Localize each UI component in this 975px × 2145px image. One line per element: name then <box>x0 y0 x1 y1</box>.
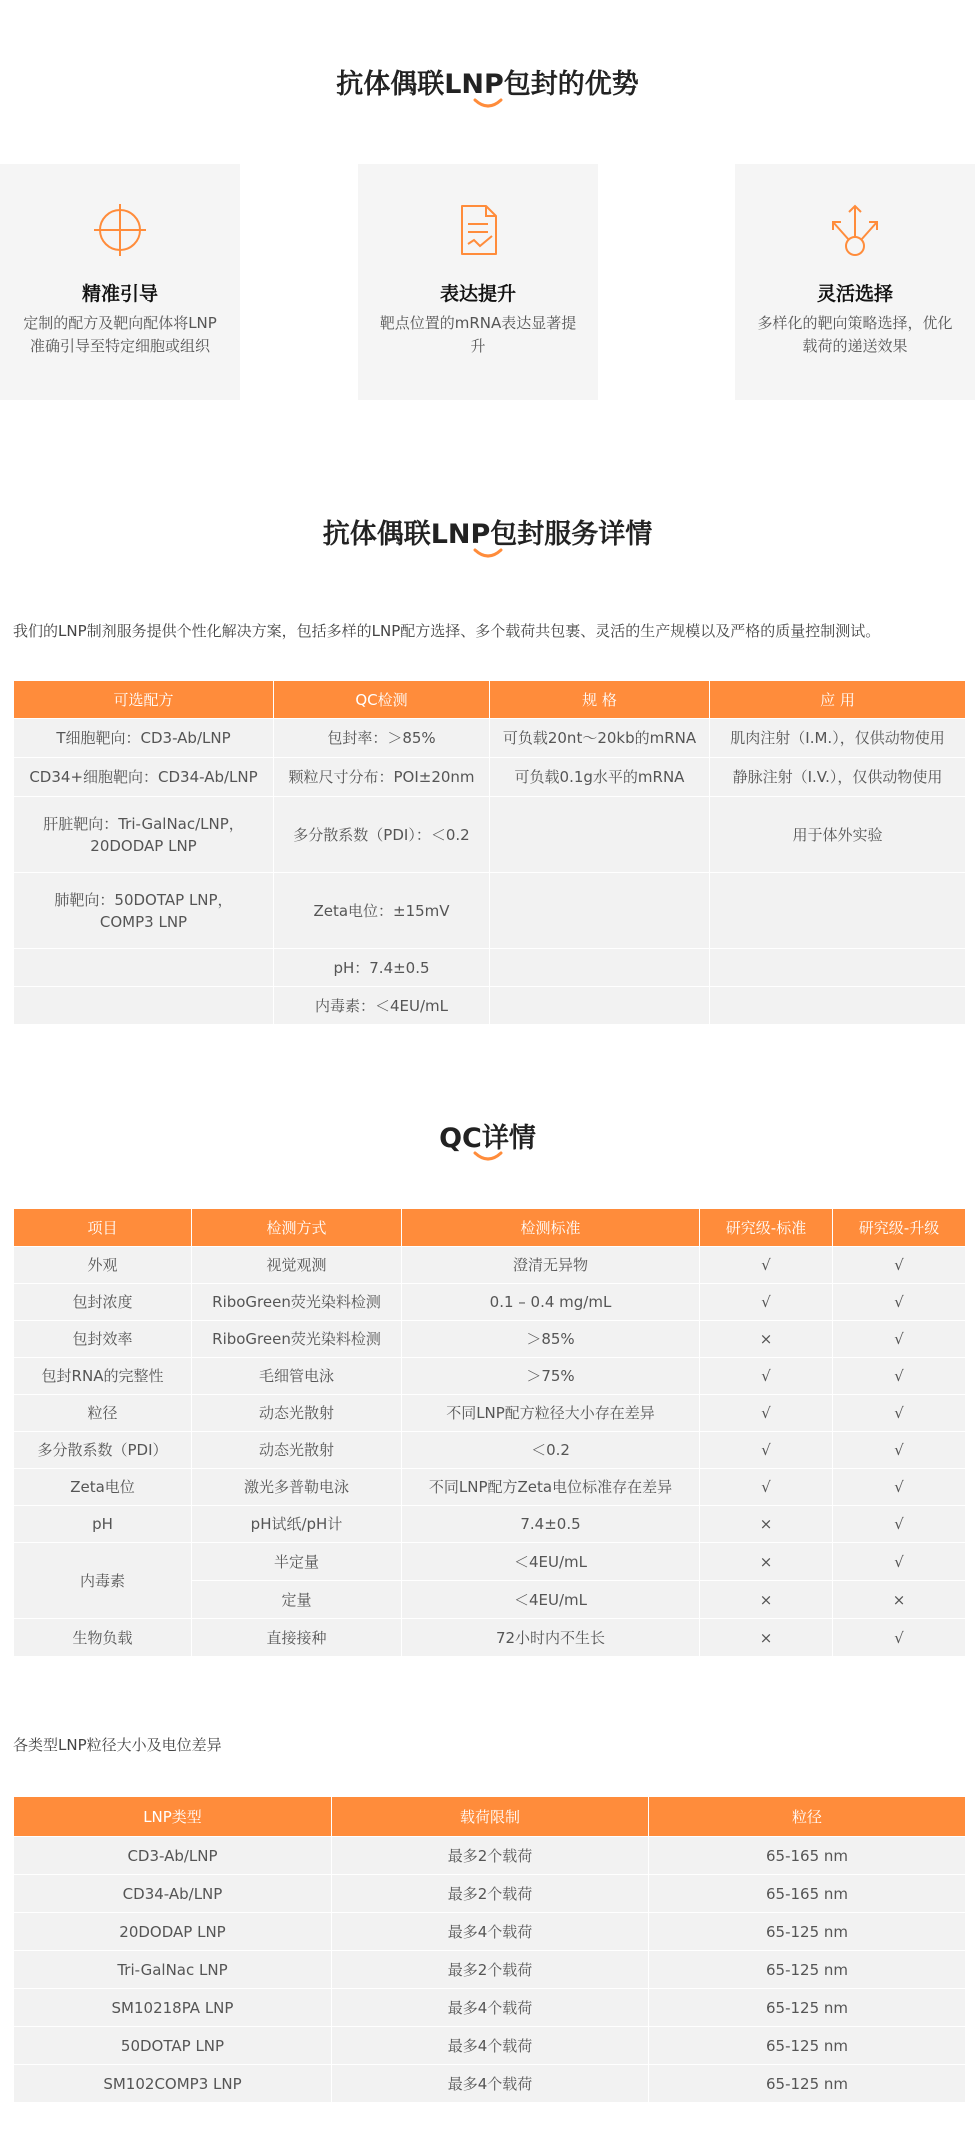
table-cell: pH <box>14 1506 192 1543</box>
table-cell: × <box>833 1581 966 1619</box>
table-row <box>14 1358 966 1395</box>
table-header: 载荷限制 <box>332 1797 649 1837</box>
table-cell: CD34+细胞靶向：CD34-Ab/LNP <box>14 758 274 797</box>
table-cell: √ <box>833 1469 966 1506</box>
lnp-table <box>13 1796 966 2103</box>
document-icon <box>448 200 508 260</box>
table-cell: pH：7.4±0.5 <box>274 949 490 987</box>
table-cell <box>490 949 710 987</box>
branch-arrows-icon <box>825 200 885 260</box>
table-cell: 内毒素 <box>14 1543 192 1619</box>
table-cell: 半定量 <box>192 1543 402 1581</box>
table-cell: 视觉观测 <box>192 1247 402 1284</box>
table-cell: √ <box>833 1284 966 1321</box>
table-cell: 定量 <box>192 1581 402 1619</box>
table-row <box>14 1875 966 1913</box>
table-cell: 50DOTAP LNP <box>14 2027 332 2065</box>
qc-title: QC详情 <box>439 1123 536 1154</box>
table-row <box>14 1543 966 1581</box>
table-row <box>14 2027 966 2065</box>
table-cell: 内毒素：＜4EU/mL <box>274 987 490 1025</box>
table-row <box>14 1837 966 1875</box>
table-cell: 最多2个载荷 <box>332 1837 649 1875</box>
table-cell: 毛细管电泳 <box>192 1358 402 1395</box>
table-cell: 动态光散射 <box>192 1432 402 1469</box>
card-desc: 多样化的靶向策略选择，优化载荷的递送效果 <box>757 314 953 355</box>
table-cell: √ <box>833 1432 966 1469</box>
table-header: 规 格 <box>490 681 710 719</box>
table-cell <box>14 949 274 987</box>
table-cell: × <box>700 1506 833 1543</box>
table-cell: √ <box>833 1395 966 1432</box>
table-cell: RiboGreen荧光染料检测 <box>192 1321 402 1358</box>
service-table <box>13 680 966 1025</box>
table-row <box>14 873 966 949</box>
table-cell: √ <box>833 1247 966 1284</box>
advantage-card-precise <box>0 164 240 400</box>
table-cell: 0.1 – 0.4 mg/mL <box>402 1284 700 1321</box>
table-header: QC检测 <box>274 681 490 719</box>
table-cell: 动态光散射 <box>192 1395 402 1432</box>
service-intro: 我们的LNP制剂服务提供个性化解决方案，包括多样的LNP配方选择、多个载荷共包裹、灵活的生产规模以及严格的质量控制测试。 <box>13 622 881 640</box>
table-cell: SM10218PA LNP <box>14 1989 332 2027</box>
table-cell: ＜4EU/mL <box>402 1543 700 1581</box>
table-cell: 最多4个载荷 <box>332 1989 649 2027</box>
table-cell: RiboGreen荧光染料检测 <box>192 1284 402 1321</box>
table-row <box>14 1989 966 2027</box>
table-cell: √ <box>833 1358 966 1395</box>
table-cell: 肝脏靶向：Tri-GalNac/LNP，20DODAP LNP <box>14 797 274 873</box>
table-cell: √ <box>700 1284 833 1321</box>
table-row <box>14 1395 966 1432</box>
table-cell: 最多2个载荷 <box>332 1875 649 1913</box>
table-cell: 激光多普勒电泳 <box>192 1469 402 1506</box>
table-cell: 65-125 nm <box>649 1951 966 1989</box>
table-cell: × <box>700 1321 833 1358</box>
table-cell: 不同LNP配方粒径大小存在差异 <box>402 1395 700 1432</box>
table-cell: √ <box>700 1395 833 1432</box>
table-row <box>14 949 966 987</box>
table-header-row <box>14 681 966 719</box>
table-cell: 可负载0.1g水平的mRNA <box>490 758 710 797</box>
table-cell: 65-165 nm <box>649 1875 966 1913</box>
table-cell: pH试纸/pH计 <box>192 1506 402 1543</box>
advantages-title: 抗体偶联LNP包封的优势 <box>336 69 639 100</box>
table-cell: 多分散系数（PDI） <box>14 1432 192 1469</box>
table-cell <box>490 797 710 873</box>
table-cell: 65-125 nm <box>649 2065 966 2103</box>
table-cell: 包封率：＞85% <box>274 719 490 758</box>
table-cell: 生物负载 <box>14 1619 192 1657</box>
table-cell: 65-125 nm <box>649 2027 966 2065</box>
table-cell: 最多4个载荷 <box>332 1913 649 1951</box>
qc-table <box>13 1208 966 1657</box>
table-cell: 直接接种 <box>192 1619 402 1657</box>
table-cell: 最多4个载荷 <box>332 2065 649 2103</box>
table-header: 项目 <box>14 1209 192 1247</box>
crosshair-icon <box>90 200 150 260</box>
table-cell: 静脉注射（I.V.），仅供动物使用 <box>710 758 966 797</box>
title-underline-icon <box>473 1151 503 1163</box>
table-row <box>14 719 966 758</box>
table-header: 可选配方 <box>14 681 274 719</box>
table-cell: 肌肉注射（I.M.），仅供动物使用 <box>710 719 966 758</box>
table-header: 研究级-标准 <box>700 1209 833 1247</box>
table-row <box>14 1284 966 1321</box>
table-row <box>14 2065 966 2103</box>
card-title: 精准引导 <box>81 283 158 305</box>
table-cell: √ <box>833 1321 966 1358</box>
advantage-card-expression <box>358 164 598 400</box>
table-cell: ＞85% <box>402 1321 700 1358</box>
service-title: 抗体偶联LNP包封服务详情 <box>322 519 653 550</box>
table-cell: √ <box>833 1619 966 1657</box>
table-cell: CD3-Ab/LNP <box>14 1837 332 1875</box>
title-underline-icon <box>473 548 503 560</box>
title-underline-icon <box>473 98 503 110</box>
table-cell: √ <box>700 1247 833 1284</box>
table-cell <box>710 987 966 1025</box>
table-cell: 65-125 nm <box>649 1989 966 2027</box>
table-cell: × <box>700 1543 833 1581</box>
table-cell: 最多4个载荷 <box>332 2027 649 2065</box>
table-cell: ＜4EU/mL <box>402 1581 700 1619</box>
table-cell <box>490 987 710 1025</box>
table-cell: × <box>700 1619 833 1657</box>
table-header: 研究级-升级 <box>833 1209 966 1247</box>
table-cell: 72小时内不生长 <box>402 1619 700 1657</box>
table-cell: √ <box>700 1432 833 1469</box>
card-desc: 定制的配方及靶向配体将LNP准确引导至特定细胞或组织 <box>23 314 217 355</box>
card-desc: 靶点位置的mRNA表达显著提升 <box>379 314 577 355</box>
table-cell: 可负载20nt～20kb的mRNA <box>490 719 710 758</box>
table-row <box>14 1469 966 1506</box>
table-cell: 澄清无异物 <box>402 1247 700 1284</box>
table-row <box>14 758 966 797</box>
card-title: 表达提升 <box>439 283 516 305</box>
table-cell <box>710 873 966 949</box>
table-cell: SM102COMP3 LNP <box>14 2065 332 2103</box>
table-row <box>14 797 966 873</box>
table-row <box>14 987 966 1025</box>
table-cell: 不同LNP配方Zeta电位标准存在差异 <box>402 1469 700 1506</box>
table-cell <box>14 987 274 1025</box>
table-header: 粒径 <box>649 1797 966 1837</box>
table-cell: 粒径 <box>14 1395 192 1432</box>
table-cell: Zeta电位 <box>14 1469 192 1506</box>
table-header: 检测标准 <box>402 1209 700 1247</box>
lnp-note: 各类型LNP粒径大小及电位差异 <box>13 1736 222 1754</box>
table-cell: 肺靶向：50DOTAP LNP，COMP3 LNP <box>14 873 274 949</box>
table-cell: 20DODAP LNP <box>14 1913 332 1951</box>
table-row <box>14 1247 966 1284</box>
table-cell: CD34-Ab/LNP <box>14 1875 332 1913</box>
table-cell: 颗粒尺寸分布：POI±20nm <box>274 758 490 797</box>
table-cell: √ <box>700 1358 833 1395</box>
table-cell: Zeta电位：±15mV <box>274 873 490 949</box>
table-cell: 外观 <box>14 1247 192 1284</box>
table-cell <box>490 873 710 949</box>
table-cell: 包封效率 <box>14 1321 192 1358</box>
table-cell: ＜0.2 <box>402 1432 700 1469</box>
table-row <box>14 1506 966 1543</box>
table-cell: × <box>700 1581 833 1619</box>
table-row <box>14 1951 966 1989</box>
table-row <box>14 1619 966 1657</box>
table-cell: √ <box>700 1469 833 1506</box>
table-cell: 65-125 nm <box>649 1913 966 1951</box>
table-header: LNP类型 <box>14 1797 332 1837</box>
table-header-row <box>14 1209 966 1247</box>
table-cell: 65-165 nm <box>649 1837 966 1875</box>
card-title: 灵活选择 <box>816 283 893 305</box>
table-header: 检测方式 <box>192 1209 402 1247</box>
table-cell: 用于体外实验 <box>710 797 966 873</box>
table-cell: 7.4±0.5 <box>402 1506 700 1543</box>
table-header: 应 用 <box>710 681 966 719</box>
advantage-card-flexible <box>735 164 975 400</box>
table-cell: √ <box>833 1506 966 1543</box>
table-cell: 包封RNA的完整性 <box>14 1358 192 1395</box>
table-header-row <box>14 1797 966 1837</box>
table-cell: 多分散系数（PDI）：＜0.2 <box>274 797 490 873</box>
table-cell: Tri-GalNac LNP <box>14 1951 332 1989</box>
table-cell <box>710 949 966 987</box>
table-cell: √ <box>833 1543 966 1581</box>
table-row <box>14 1321 966 1358</box>
table-cell: ＞75% <box>402 1358 700 1395</box>
table-cell: T细胞靶向：CD3-Ab/LNP <box>14 719 274 758</box>
table-row <box>14 1913 966 1951</box>
table-cell: 包封浓度 <box>14 1284 192 1321</box>
table-row <box>14 1432 966 1469</box>
table-cell: 最多2个载荷 <box>332 1951 649 1989</box>
